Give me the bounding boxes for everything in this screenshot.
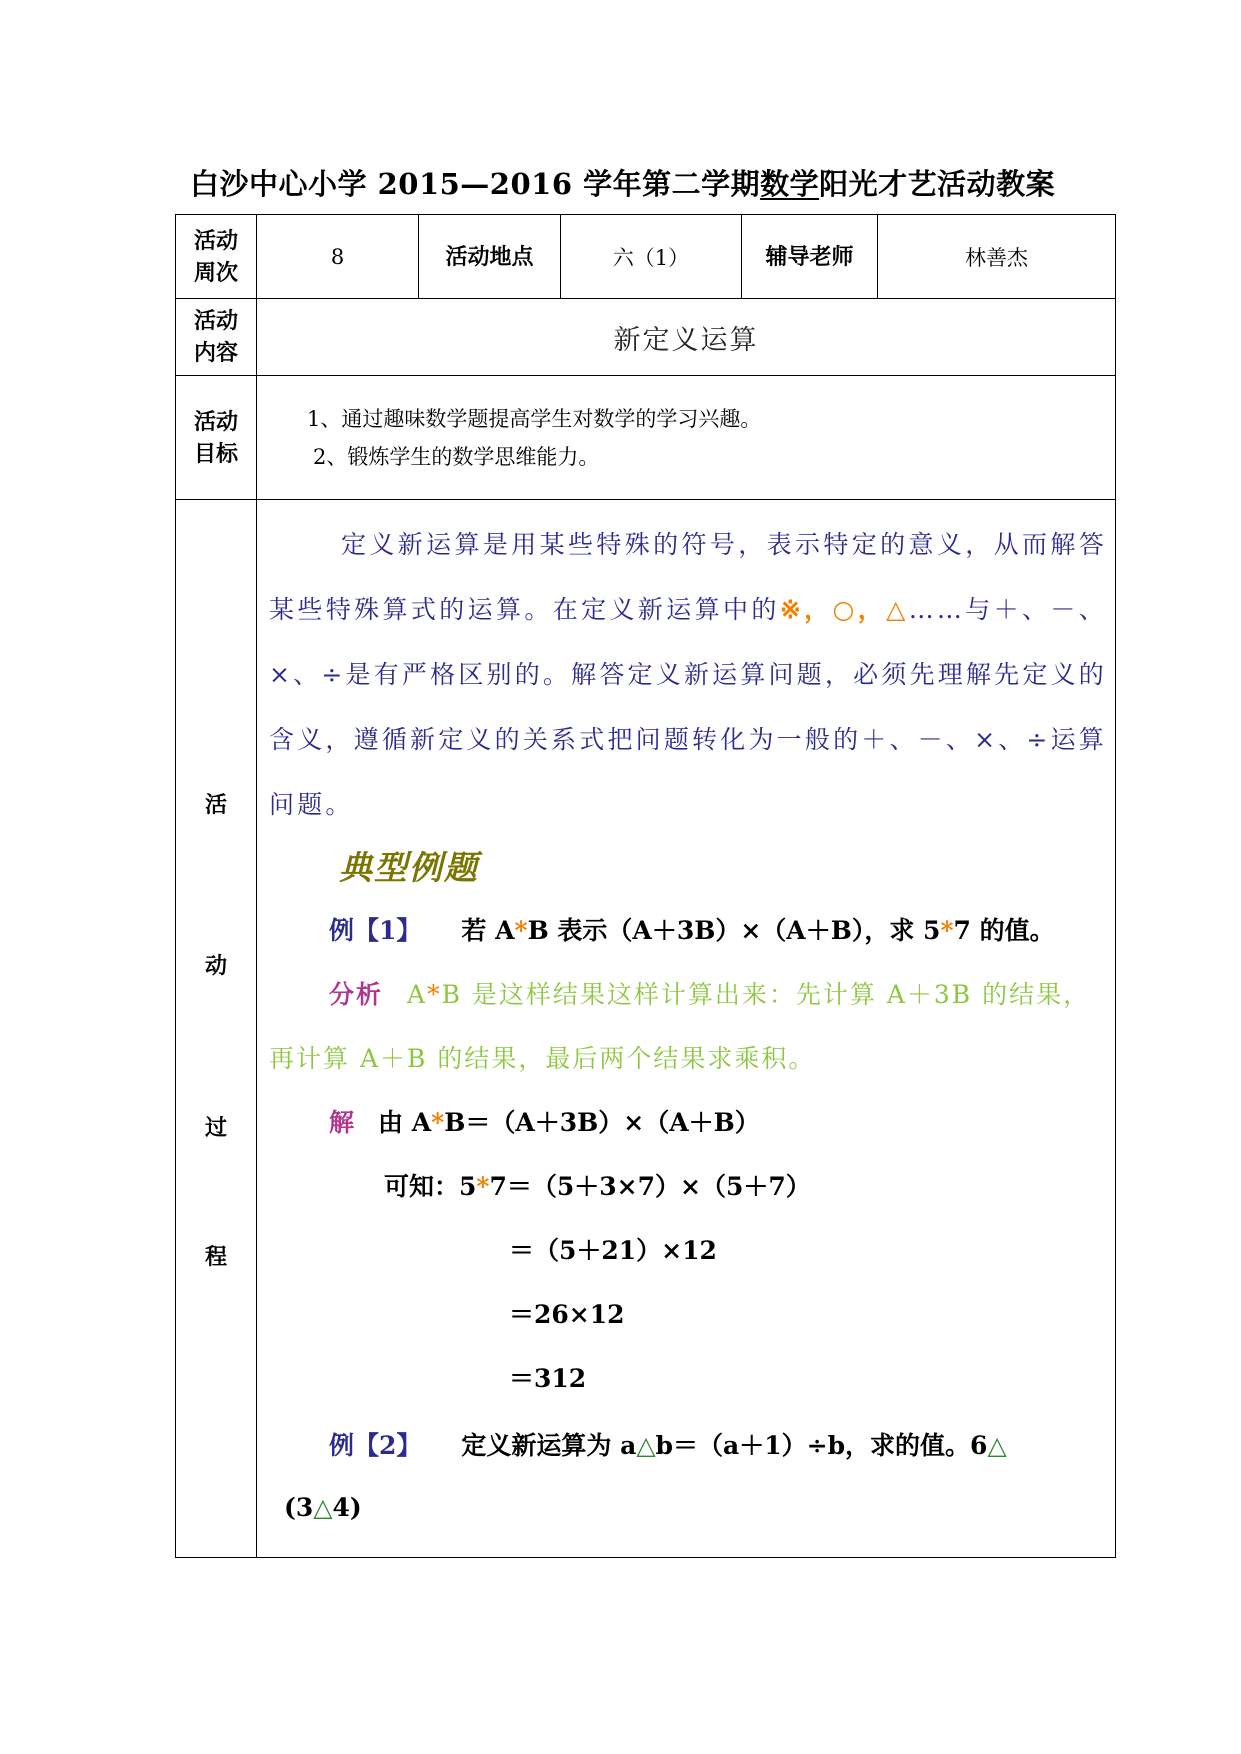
section-heading: 典型例题 <box>339 848 479 887</box>
triangle-operator: △ <box>987 1431 1007 1460</box>
solution-step-1: 可知：5*7＝（5＋3×7）×（5＋7） <box>384 1172 811 1201</box>
teacher-label: 辅导老师 <box>742 215 878 299</box>
info-row <box>176 215 1116 299</box>
week-value: 8 <box>257 215 419 299</box>
example-1: 例【1】 若 A*B 表示（A＋3B）×（A＋B），求 5*7 的值。 <box>329 916 1055 945</box>
content-label: 活动内容 <box>176 299 257 376</box>
special-symbols: ※，○，△ <box>779 595 909 624</box>
solution-step-2: ＝（5＋21）×12 <box>509 1236 717 1265</box>
goal-row <box>176 376 1116 500</box>
title-subject: 数学 <box>760 167 820 201</box>
solution-step-4: ＝312 <box>509 1364 587 1393</box>
content-value: 新定义运算 <box>257 299 1116 376</box>
page-title <box>190 162 1090 203</box>
lesson-plan-table <box>175 214 1116 1558</box>
analysis-label: 分析 <box>329 980 384 1009</box>
process-row <box>176 500 1116 1558</box>
star-operator: * <box>940 916 954 945</box>
example-2-expression: (3△4) <box>284 1493 362 1522</box>
example-2: 例【2】 定义新运算为 a△b＝（a＋1）÷b，求的值。6△ <box>329 1431 1007 1460</box>
goal-item-1: 1、通过趣味数学题提高学生对数学的学习兴趣。 <box>307 406 762 431</box>
goal-item-2: 2、锻炼学生的数学思维能力。 <box>313 444 600 469</box>
solution-line: 解 由 A*B＝（A＋3B）×（A＋B） <box>329 1108 760 1137</box>
solution-step-3: ＝26×12 <box>509 1300 625 1329</box>
content-row <box>176 299 1116 376</box>
teacher-value: 林善杰 <box>878 215 1116 299</box>
process-label-char-4: 程 <box>204 1244 227 1270</box>
analysis-line-1: 分析 A*B 是这样结果这样计算出来：先计算 A＋3B 的结果， <box>329 980 1091 1009</box>
process-content <box>257 500 1116 1558</box>
example-1-label: 例【1】 <box>329 916 422 945</box>
goal-label: 活动目标 <box>176 376 257 500</box>
triangle-operator: △ <box>636 1431 656 1460</box>
process-label-char-3: 过 <box>204 1115 227 1141</box>
place-label: 活动地点 <box>419 215 561 299</box>
place-value: 六（1） <box>561 215 742 299</box>
title-suffix: 阳光才艺活动教案 <box>819 167 1056 201</box>
goal-list <box>257 376 1116 500</box>
process-label-char-2: 动 <box>204 953 227 979</box>
example-2-label: 例【2】 <box>329 1431 422 1460</box>
week-label: 活动周次 <box>176 215 257 299</box>
analysis-line-2: 再计算 A＋B 的结果，最后两个结果求乘积。 <box>269 1044 816 1073</box>
process-label-char-1: 活 <box>204 792 227 818</box>
solution-label: 解 <box>329 1108 355 1137</box>
intro-paragraph: 定义新运算是用某些特殊的符号，表示特定的意义，从而解答某些特殊算式的运算。在定义新运算中的※，○，△……与＋、－、×、÷是有严格区别的。解答定义新运算问题，必须先理解先定义的含义，遵循新定义的关系式把问题转化为一般的＋、－、×、÷运算问题。 <box>269 530 1107 819</box>
process-label <box>176 500 257 1558</box>
title-prefix: 白沙中心小学 2015—2016 学年第二学期 <box>190 167 761 201</box>
star-operator: * <box>514 916 528 945</box>
